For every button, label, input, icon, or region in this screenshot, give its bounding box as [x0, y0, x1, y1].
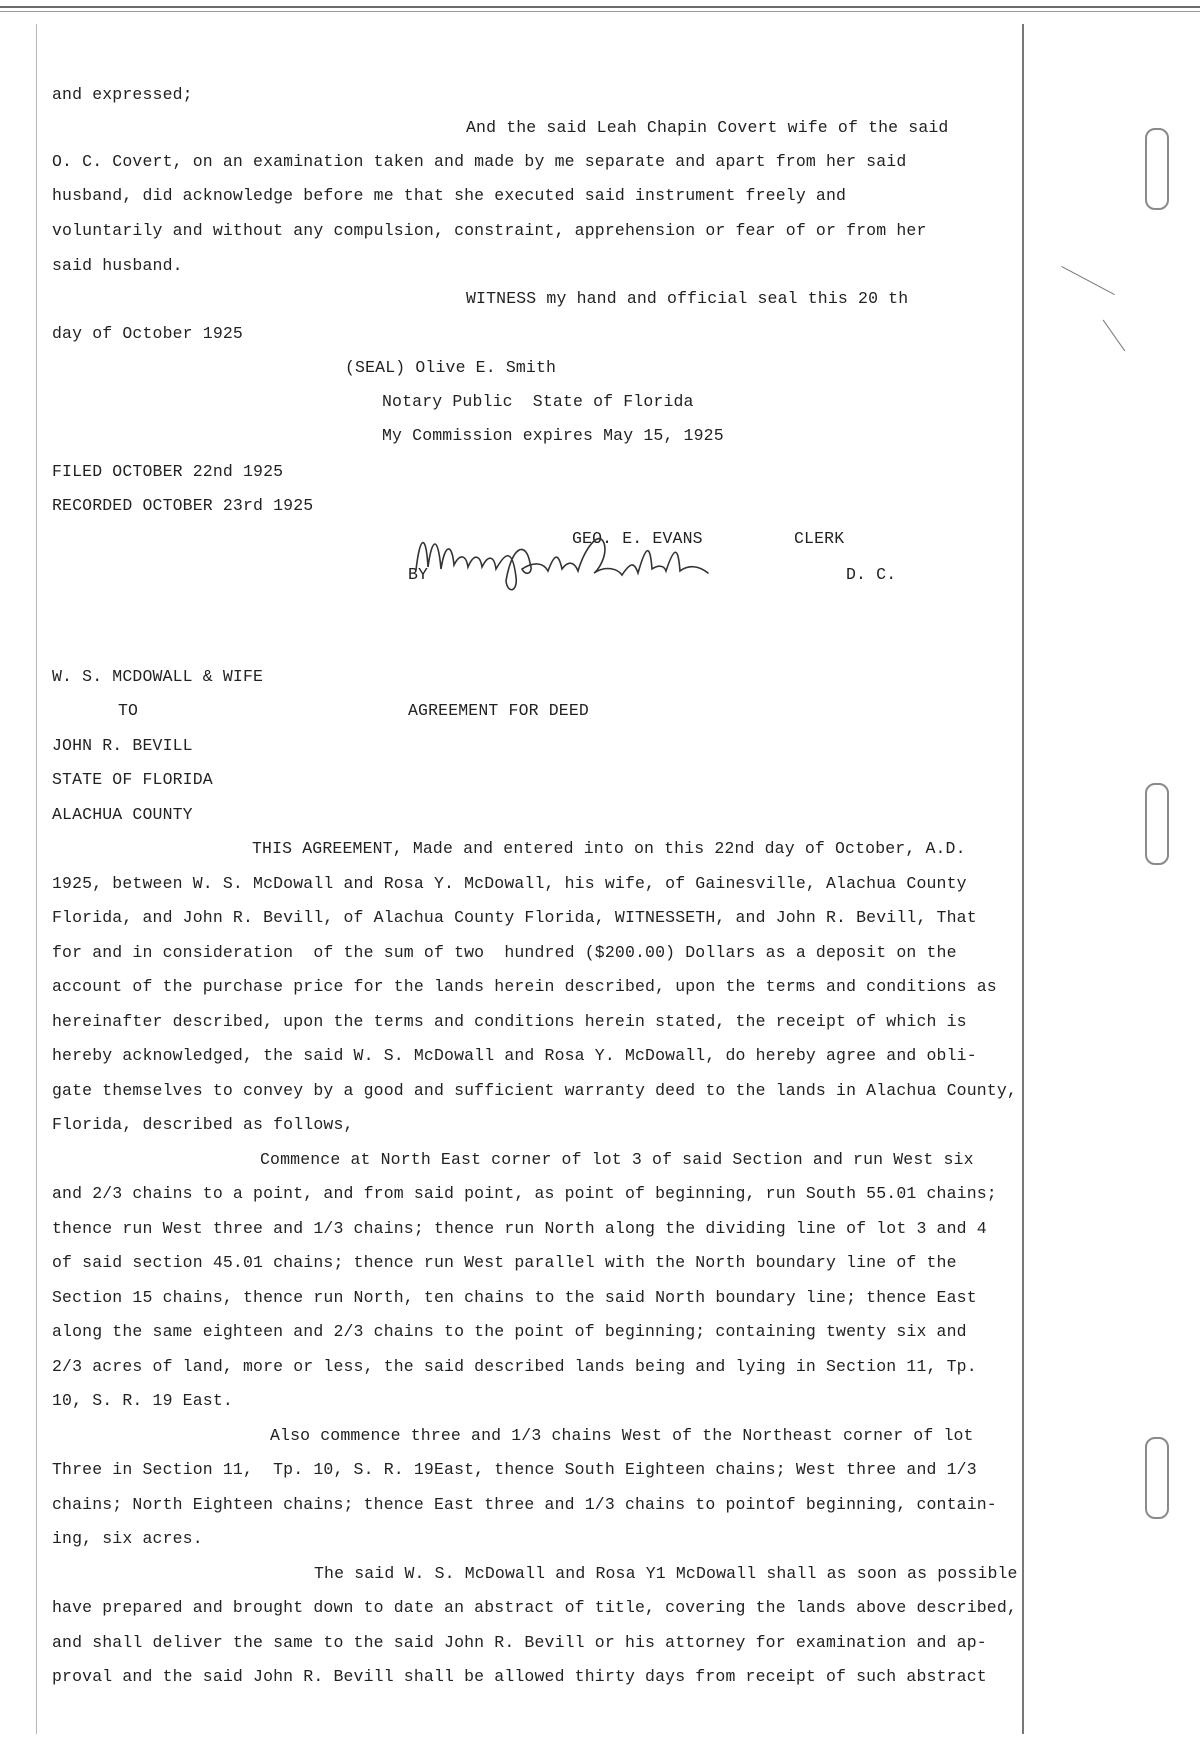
body-line: 10, S. R. 19 East. — [52, 1391, 233, 1410]
body-line: and 2/3 chains to a point, and from said point, as point of beginning, run South 55.01 chains; — [52, 1184, 997, 1203]
body-line: 1925, between W. S. McDowall and Rosa Y. McDowall, his wife, of Gainesville, Alachua County — [52, 874, 967, 893]
body-line: Section 15 chains, thence run North, ten chains to the said North boundary line; thence East — [52, 1288, 977, 1307]
clerk-name: GEO. E. EVANS — [572, 529, 703, 548]
body-line: account of the purchase price for the lands herein described, upon the terms and conditions as — [52, 977, 997, 996]
stray-pencil-mark — [1103, 320, 1126, 352]
text-line: and expressed; — [52, 85, 193, 104]
body-line: Three in Section 11, Tp. 10, S. R. 19East, thence South Eighteen chains; West three and 1/3 — [52, 1460, 977, 1479]
body-line: chains; North Eighteen chains; thence East three and 1/3 chains to pointof beginning, contain- — [52, 1495, 997, 1514]
text-line: And the said Leah Chapin Covert wife of the said — [466, 118, 949, 137]
deputy-clerk-label: D. C. — [846, 565, 897, 584]
notary-commission: My Commission expires May 15, 1925 — [382, 426, 724, 445]
clerk-title: CLERK — [794, 529, 845, 548]
body-line: proval and the said John R. Bevill shall be allowed thirty days from receipt of such abstract — [52, 1667, 987, 1686]
text-line: voluntarily and without any compulsion, constraint, apprehension or fear of or from her — [52, 221, 927, 240]
body-line: THIS AGREEMENT, Made and entered into on this 22nd day of October, A.D. — [252, 839, 966, 858]
body-line: 2/3 acres of land, more or less, the said described lands being and lying in Section 11, Tp. — [52, 1357, 977, 1376]
text-line: husband, did acknowledge before me that she executed said instrument freely and — [52, 186, 847, 205]
body-line: of said section 45.01 chains; thence run West parallel with the North boundary line of the — [52, 1253, 957, 1272]
instrument-title: AGREEMENT FOR DEED — [408, 701, 589, 720]
body-line: along the same eighteen and 2/3 chains to the point of beginning; containing twenty six and — [52, 1322, 967, 1341]
county-label: ALACHUA COUNTY — [52, 805, 193, 824]
text-line: O. C. Covert, on an examination taken and made by me separate and apart from her said — [52, 152, 907, 171]
body-line: thence run West three and 1/3 chains; thence run North along the dividing line of lot 3 and 4 — [52, 1219, 987, 1238]
filed-date: FILED OCTOBER 22nd 1925 — [52, 462, 284, 481]
grantee: JOHN R. BEVILL — [52, 736, 193, 755]
body-line: Florida, and John R. Bevill, of Alachua County Florida, WITNESSETH, and John R. Bevill, That — [52, 908, 977, 927]
top-border-line-inner — [0, 11, 1200, 12]
binder-hole-top — [1145, 128, 1169, 210]
binder-hole-bottom — [1145, 1437, 1169, 1519]
stray-pencil-mark — [1061, 266, 1114, 295]
top-border-line — [0, 6, 1200, 8]
notary-seal-line: (SEAL) Olive E. Smith — [345, 358, 557, 377]
body-line: Commence at North East corner of lot 3 of said Section and run West six — [260, 1150, 974, 1169]
to-label: TO — [118, 701, 139, 720]
text-line: day of October 1925 — [52, 324, 243, 343]
body-line: Also commence three and 1/3 chains West of the Northeast corner of lot — [270, 1426, 974, 1445]
notary-title: Notary Public State of Florida — [382, 392, 694, 411]
body-line: hereinafter described, upon the terms and conditions herein stated, the receipt of which is — [52, 1012, 967, 1031]
body-line: The said W. S. McDowall and Rosa Y1 McDowall shall as soon as possible — [314, 1564, 1018, 1583]
grantor: W. S. MCDOWALL & WIFE — [52, 667, 264, 686]
left-margin-line — [36, 24, 37, 1734]
text-line: said husband. — [52, 256, 183, 275]
recorded-date: RECORDED OCTOBER 23rd 1925 — [52, 496, 314, 515]
text-line: WITNESS my hand and official seal this 20 th — [466, 289, 909, 308]
body-line: have prepared and brought down to date an abstract of title, covering the lands above described, — [52, 1598, 1017, 1617]
by-label: BY — [408, 565, 429, 584]
body-line: for and in consideration of the sum of two hundred ($200.00) Dollars as a deposit on the — [52, 943, 957, 962]
clerk-signature — [408, 525, 748, 605]
body-line: Florida, described as follows, — [52, 1115, 354, 1134]
right-margin-line — [1022, 24, 1024, 1734]
body-line: and shall deliver the same to the said John R. Bevill or his attorney for examination and ap- — [52, 1633, 987, 1652]
body-line: hereby acknowledged, the said W. S. McDowall and Rosa Y. McDowall, do hereby agree and obli- — [52, 1046, 977, 1065]
binder-hole-middle — [1145, 783, 1169, 865]
state-label: STATE OF FLORIDA — [52, 770, 213, 789]
body-line: gate themselves to convey by a good and sufficient warranty deed to the lands in Alachua County, — [52, 1081, 1017, 1100]
body-line: ing, six acres. — [52, 1529, 203, 1548]
